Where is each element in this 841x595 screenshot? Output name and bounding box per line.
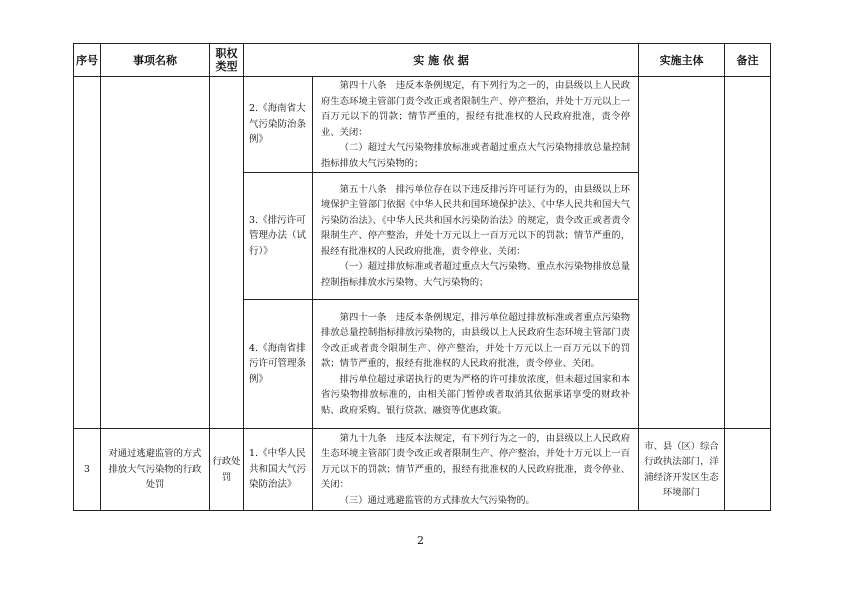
- cell-subject: 市、县（区）综合行政执法部门，洋浦经济开发区生态环境部门: [639, 429, 725, 511]
- cell-subject-continued: [639, 77, 725, 429]
- header-seq: 序号: [74, 44, 101, 77]
- cell-note-continued: [725, 77, 771, 429]
- cell-basis: [313, 77, 639, 173]
- header-note: 备注: [725, 44, 771, 77]
- cell-basis: [313, 173, 639, 300]
- basis-paragraph: （三）通过逃避监管的方式排放大气污染物的。: [339, 494, 535, 506]
- cell-type-continued: [210, 77, 244, 429]
- cell-name-continued: [101, 77, 210, 429]
- basis-paragraph: 第五十八条 排污单位存在以下违反排污许可证行为的，由县级以上环境保护主管部门依据《中华人民共和国环境保护法》、《中华人民共和国大气污染防治法》、《中华人民共和国水污染防治法》的规定，责令改正或者责令限制生产、停产整治，并处十万元以上一百万元以下的罚款；情节严重的，报经有批准权的人民政府批准，责令停业、关闭：: [321, 183, 630, 257]
- cell-seq-continued: [74, 77, 101, 429]
- table-row: [74, 77, 771, 173]
- basis-paragraph: 第四十八条 违反本条例规定，有下列行为之一的，由县级以上人民政府生态环境主管部门责令改正或者限制生产、停产整治，并处十万元以上一百万元以下的罚款；情节严重的，报经有批准权的人民政府批准，责令停业、关闭：: [321, 80, 630, 138]
- basis-paragraph: 第四十一条 违反本条例规定，排污单位超过排放标准或者重点污染物排放总量控制指标排放污染物的，由县级以上人民政府生态环境主管部门责令改正或者责令限制生产、停产整治，并处十万元以上一百万元以下的罚款；情节严重的，报经有批准权的人民政府批准，责令停业、关闭。: [321, 311, 630, 370]
- basis-paragraph: （一）超过排放标准或者超过重点大气污染物、重点水污染物排放总量控制指标排放水污染物、大气污染物的；: [321, 261, 630, 288]
- page-number: 2: [417, 534, 424, 547]
- basis-paragraph: （二）超过大气污染物排放标准或者超过重点大气污染物排放总量控制指标排放大气污染物的；: [321, 142, 630, 169]
- cell-law: 1.《中华人民共和国大气污染防治法》: [244, 429, 313, 511]
- basis-paragraph: 第九十九条 违反本法规定，有下列行为之一的，由县级以上人民政府生态环境主管部门责令改正或者限制生产、停产整治，并处十万元以上一百万元以下的罚款；情节严重的，报经有批准权的人民政府批准，责令停业、关闭：: [321, 432, 630, 491]
- table-row: [74, 429, 771, 511]
- cell-law: 4.《海南省排污许可管理条例》: [244, 300, 313, 429]
- cell-seq: 3: [74, 429, 101, 511]
- cell-basis: [313, 300, 639, 429]
- cell-type: 行政处罚: [210, 429, 244, 511]
- cell-law: 3.《排污许可管理办法（试行）》: [244, 173, 313, 300]
- enforcement-table: [73, 43, 771, 511]
- header-name: 事项名称: [101, 44, 210, 77]
- cell-name: 对通过逃避监管的方式排放大气污染物的行政处罚: [101, 429, 210, 511]
- cell-basis: [313, 429, 639, 511]
- basis-paragraph: 排污单位超过承诺执行的更为严格的许可排放浓度，但未超过国家和本省污染物排放标准的，由相关部门暂停或者取消其依据承诺享受的财政补贴、政府采购、银行贷款、融资等优惠政策。: [321, 373, 630, 416]
- cell-law: 2.《海南省大气污染防治条例》: [244, 77, 313, 173]
- header-subject: 实施主体: [639, 44, 725, 77]
- header-basis: 实 施 依 据: [244, 44, 639, 77]
- header-row: [74, 44, 771, 77]
- header-type: 职权类型: [210, 44, 244, 77]
- cell-note: [725, 429, 771, 511]
